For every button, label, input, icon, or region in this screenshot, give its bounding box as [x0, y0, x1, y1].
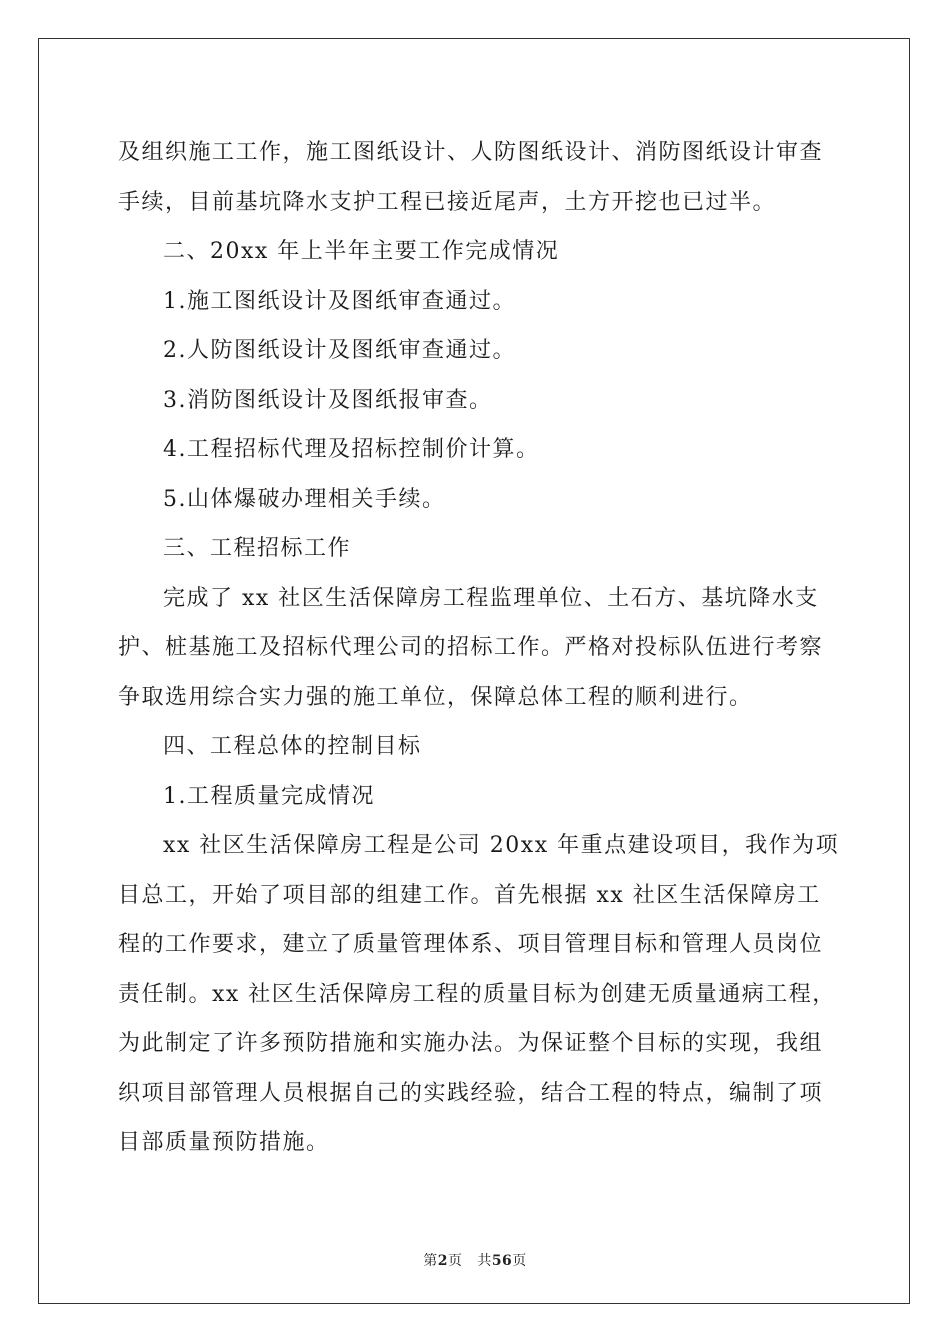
footer-prefix: 第: [423, 1253, 438, 1269]
text-line: 完成了 xx 社区生活保障房工程监理单位、土石方、基坑降水支: [163, 585, 819, 611]
document-body: [118, 128, 838, 1168]
footer-page-suffix: 页: [447, 1253, 463, 1269]
text-line: 1.施工图纸设计及图纸审查通过。: [163, 288, 516, 314]
text-line: 为此制定了许多预防措施和实施办法。为保证整个目标的实现，我组: [118, 1031, 824, 1056]
page-footer: [0, 1250, 950, 1270]
total-pages: 56: [491, 1253, 513, 1269]
text-line: 及组织施工工作，施工图纸设计、人防图纸设计、消防图纸设计审查: [118, 140, 824, 165]
text-line: 三、工程招标工作: [163, 536, 352, 561]
text-line: 争取选用综合实力强的施工单位，保障总体工程的顺利进行。: [118, 684, 753, 710]
text-line: 护、桩基施工及招标代理公司的招标工作。严格对投标队伍进行考察: [118, 635, 824, 660]
text-line: xx 社区生活保障房工程是公司 20xx 年重点建设项目，我作为项: [163, 833, 840, 858]
text-line: 5.山体爆破办理相关手续。: [163, 486, 446, 512]
page-number: 2: [437, 1253, 448, 1269]
text-line: 责任制。xx 社区生活保障房工程的质量目标为创建无质量通病工程，: [118, 981, 836, 1007]
text-line: 手续，目前基坑降水支护工程已接近尾声，土方开挖也已过半。: [118, 189, 777, 215]
text-line: 4.工程招标代理及招标控制价计算。: [163, 437, 540, 462]
text-line: 目部质量预防措施。: [118, 1130, 330, 1155]
footer-total-suffix: 页: [512, 1253, 527, 1269]
text-line: 四、工程总体的控制目标: [163, 734, 422, 759]
text-line: 程的工作要求，建立了质量管理体系、项目管理目标和管理人员岗位: [118, 932, 824, 957]
text-line: 二、20xx 年上半年主要工作完成情况: [163, 239, 560, 264]
text-line: 3.消防图纸设计及图纸报审查。: [163, 387, 493, 413]
text-line: 织项目部管理人员根据自己的实践经验，结合工程的特点，编制了项: [118, 1080, 824, 1106]
footer-total-prefix: 共: [477, 1253, 492, 1269]
text-line: 1.工程质量完成情况: [163, 783, 375, 809]
text-line: 目总工，开始了项目部的组建工作。首先根据 xx 社区生活保障房工: [118, 882, 821, 908]
text-line: 2.人防图纸设计及图纸审查通过。: [163, 338, 516, 363]
